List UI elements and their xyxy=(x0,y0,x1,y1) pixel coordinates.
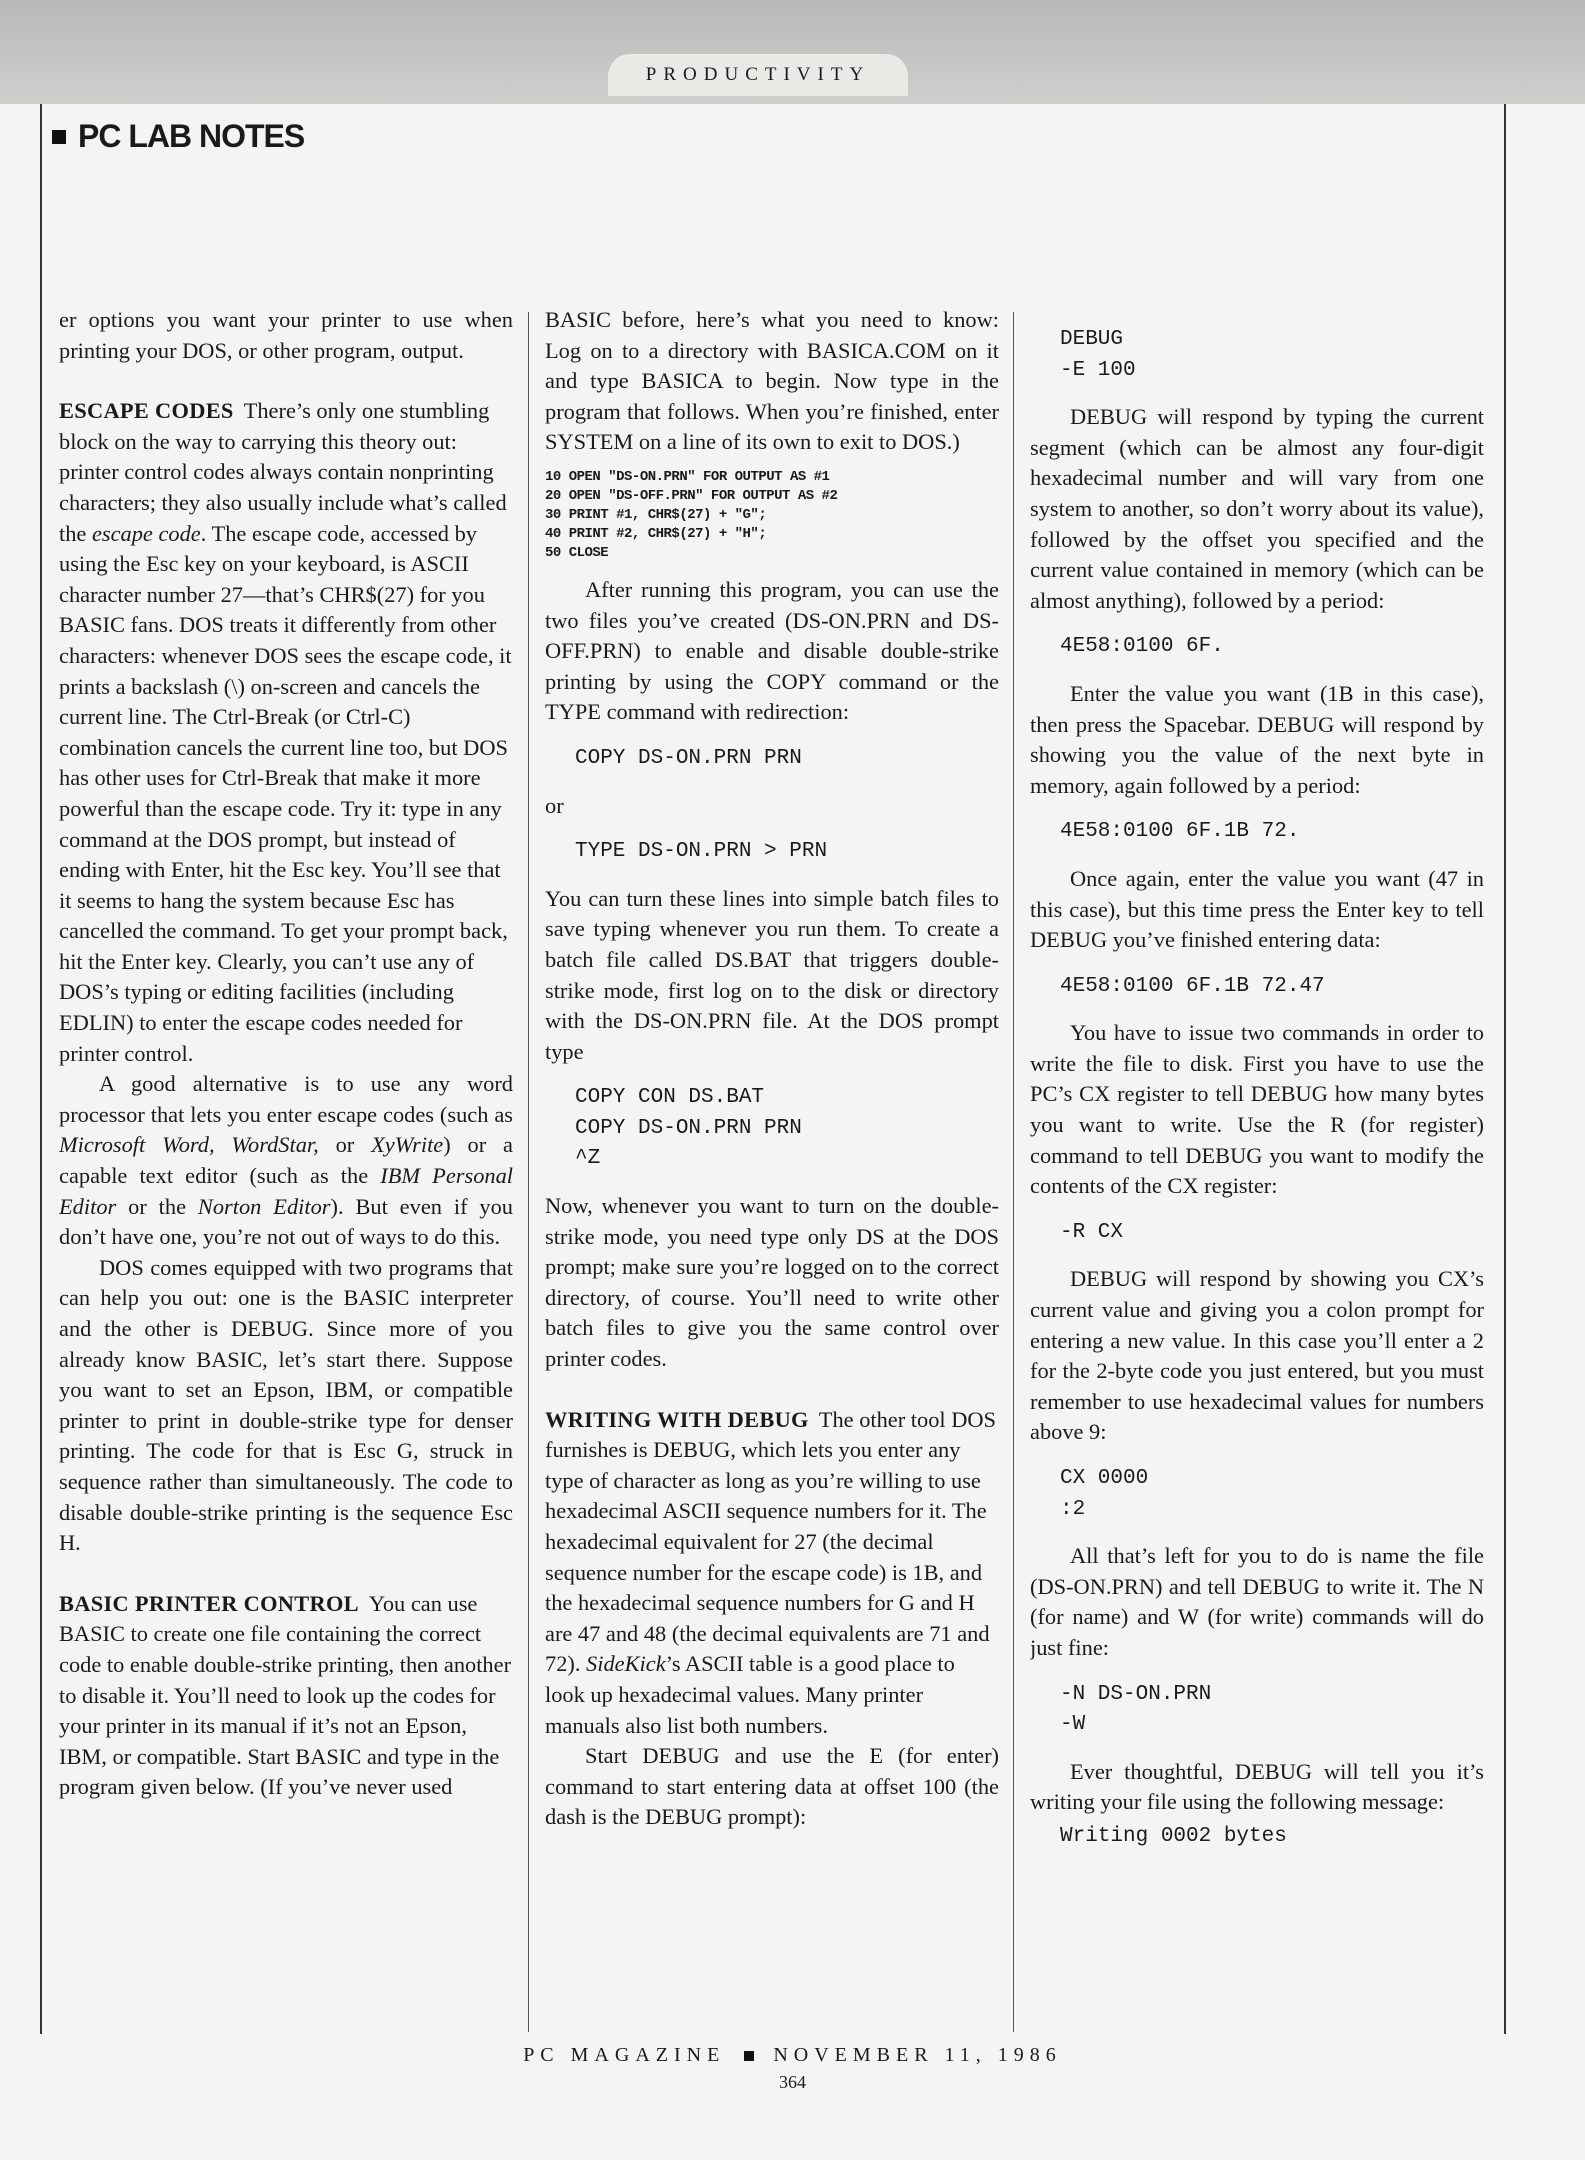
paragraph: er options you want your printer to use when printing your DOS, or other program, output. xyxy=(59,307,513,363)
column-rule xyxy=(528,312,529,2032)
paragraph: Start DEBUG and use the E (for enter) command to start entering data at offset 100 (the dash is the DEBUG prompt): xyxy=(545,1743,999,1830)
subhead-escape-codes: ESCAPE CODES xyxy=(59,398,234,424)
footer xyxy=(0,2044,1585,2067)
paragraph: BASIC before, here’s what you need to know: Log on to a directory with BASICA.COM on it and type BASICA to begin. Now type in the program that follows. When you’re finished, enter SYSTEM on a line of its own to exit to DOS.) xyxy=(545,307,999,455)
paragraph: All that’s left for you to do is name the file (DS-ON.PRN) and tell DEBUG to write it. The N (for name) and W (for write) commands will do just fine: xyxy=(1030,1543,1484,1660)
code-line: -R CX xyxy=(1060,1220,1124,1244)
paragraph: A good alternative is to use any word processor that lets you enter escape codes (such as Microsoft Word, WordStar, or XyWrite) or a capable text editor (such as the IBM Personal Editor or the Norton Editor). But even if you don’t have one, you’re not out of ways to do this. xyxy=(59,1071,513,1250)
paragraph: DEBUG will respond by showing you CX’s current value and giving you a colon prompt for entering a new value. In this case you’ll enter a 2 for the 2-byte code you just entered, but you must remember to use hexadecimal values for numbers above 9: xyxy=(1030,1266,1484,1445)
code-listing: -N DS-ON.PRN -W xyxy=(1060,1682,1212,1737)
column-rule xyxy=(1013,312,1014,2032)
bullet-square-icon xyxy=(52,130,66,144)
paragraph: Once again, enter the value you want (47 in this case), but this time press the Enter key to tell DEBUG you’ve finished entering data: xyxy=(1030,865,1484,953)
paragraph: or xyxy=(545,792,564,818)
paragraph: Now, whenever you want to turn on the double-strike mode, you need type only DS at the DOS prompt; make sure you’re logged on to the correct directory, of course. You’ll need to write other batch files to give you the same control over printer codes. xyxy=(545,1193,999,1372)
page-number: 364 xyxy=(779,2072,806,2092)
column-3 xyxy=(1030,305,1484,2040)
paragraph: After running this program, you can use the two files you’ve created (DS-ON.PRN and DS-OFF.PRN) to enable and disable double-strike printing by using the COPY command or the TYPE command with redirection: xyxy=(545,576,999,725)
code-line: COPY DS-ON.PRN PRN xyxy=(575,746,802,770)
code-listing-basic: 10 OPEN "DS-ON.PRN" FOR OUTPUT AS #1 20 OPEN "DS-OFF.PRN" FOR OUTPUT AS #2 30 PRINT #1, CHR$(27) + "G"; 40 PRINT #2, CHR$(27) + "H"; 50 CLOSE xyxy=(545,468,838,561)
paragraph: DEBUG will respond by typing the current segment (which can be almost any four-digit hexadecimal number and will vary from one system to another, so don’t worry about its value), followed by the offset you specified and the current value contained in memory (which can be almost anything), followed by a period: xyxy=(1030,404,1484,613)
code-line: 4E58:0100 6F.1B 72.47 xyxy=(1060,974,1325,998)
paragraph: Enter the value you want (1B in this case), then press the Spacebar. DEBUG will respond by showing you the value of the next byte in memory, again followed by a period: xyxy=(1030,680,1484,798)
subhead-basic-printer-control: BASIC PRINTER CONTROL xyxy=(59,1590,359,1616)
bullet-square-icon xyxy=(744,2051,754,2061)
section-tag: PRODUCTIVITY xyxy=(608,54,908,96)
code-listing: CX 0000 :2 xyxy=(1060,1467,1149,1521)
code-line: 4E58:0100 6F.1B 72. xyxy=(1060,820,1300,844)
column-title-text: PC LAB NOTES xyxy=(78,118,305,154)
code-listing-batch: COPY CON DS.BAT COPY DS-ON.PRN PRN ^Z xyxy=(575,1086,802,1171)
paragraph: You can turn these lines into simple batch files to save typing whenever you run them. To create a batch file called DS.BAT that triggers double-strike mode, first log on to the disk or directory with the DS-ON.PRN file. At the DOS prompt type xyxy=(545,885,999,1064)
code-listing: DEBUG -E 100 xyxy=(1060,328,1136,382)
code-line: Writing 0002 bytes xyxy=(1060,1824,1287,1848)
code-line: TYPE DS-ON.PRN > PRN xyxy=(575,840,828,864)
column-1: er options you want your printer to use when printing your DOS, or other program, output. ESCAPE CODES There’s only one stumbling block on the way to carrying this theory out: printer control codes always contain nonprinting characters; they also usually include what’s called the escape code. The escape code, accessed by using the Esc key on your keyboard, is ASCII character number 27—that’s CHR$(27) for you BASIC fans. DOS treats it differently from other characters: whenever DOS sees the escape code, it prints a backslash (\) on-screen and cancels the current line. The Ctrl-Break (or Ctrl-C) combination cancels the current line too, but DOS has other uses for Ctrl-Break that make it more powerful than the escape code. Try it: type in any command at the DOS prompt, but instead of ending with Enter, hit the Esc key. You’ll see that it seems to hang the system because Esc has cancelled the command. To get your prompt back, hit the Enter key. Clearly, you can’t use any of DOS’s typing or editing facilities (including EDLIN) to enter the escape codes needed for printer control. A good alternative is to use any word processor that lets you enter escape codes (such as Microsoft Word, WordStar, or XyWrite) or a capable text editor (such as the IBM Personal Editor or the Norton Editor). But even if you don’t have one, you’re not out of ways to do this. DOS comes equipped with two programs that can help you out: one is the BASIC interpreter and the other is DEBUG. Since more of you already know BASIC, let’s start there. Suppose you want to set an Epson, IBM, or compatible printer to print in double-strike type for denser printing. The code for that is Esc G, struck in sequence rather than simultaneously. The code to disable double-strike printing is the sequence Esc H. BASIC PRINTER CONTROL You can use BASIC to create one file containing the correct code to enable double-strike printing, then another to disable it. You’ll need to look up the codes for your printer in its manual if it’s not an Epson, IBM, or compatible. Start BASIC and type in the program given below. (If you’ve never used xyxy=(59,307,513,1800)
code-line: 4E58:0100 6F. xyxy=(1060,635,1224,659)
paragraph: You have to issue two commands in order to write the file to disk. First you have to use the PC’s CX register to tell DEBUG how many bytes you want to write. Use the R (for register) command to tell DEBUG you want to modify the contents of the CX register: xyxy=(1030,1020,1484,1199)
column-title xyxy=(52,118,304,155)
paragraph: DOS comes equipped with two programs that can help you out: one is the BASIC interpreter and the other is DEBUG. Since more of you already know BASIC, let’s start there. Suppose you want to set an Epson, IBM, or compatible printer to print in double-strike type for denser printing. The code for that is Esc G, struck in sequence rather than simultaneously. The code to disable double-strike printing is the sequence Esc H. xyxy=(59,1254,513,1556)
subhead-writing-with-debug: WRITING WITH DEBUG xyxy=(545,1406,809,1432)
footer-magazine: PC MAGAZINE xyxy=(523,2044,726,2066)
column-2: BASIC before, here’s what you need to know: Log on to a directory with BASICA.COM on it and type BASICA to begin. Now type in the program that follows. When you’re finished, enter SYSTEM on a line of its own to exit to DOS.) 10 OPEN "DS-ON.PRN" FOR OUTPUT AS #1 20 OPEN "DS-OFF.PRN" FOR OUTPUT AS #2 30 PRINT #1, CHR$(27) + "G"; 40 PRINT #2, CHR$(27) + "H"; 50 CLOSE After running this program, you can use the two files you’ve created (DS-ON.PRN and DS-OFF.PRN) to enable and disable double-strike printing by using the COPY command or the TYPE command with redirection: COPY DS-ON.PRN PRN or TYPE DS-ON.PRN > PRN You can turn these lines into simple batch files to save typing whenever you run them. To create a batch file called DS.BAT that triggers double-strike mode, first log on to the disk or directory with the DS-ON.PRN file. At the DOS prompt type COPY CON DS.BAT COPY DS-ON.PRN PRN ^Z Now, whenever you want to turn on the double-strike mode, you need type only DS at the DOS prompt; make sure you’re logged on to the correct directory, of course. You’ll need to write other batch files to give you the same control over printer codes. WRITING WITH DEBUG The other tool DOS furnishes is DEBUG, which lets you enter any type of character as long as you’re willing to use hexadecimal ASCII sequence numbers for it. The hexadecimal equivalent for 27 (the decimal sequence number for the escape code) is 1B, and the hexadecimal sequence numbers for G and H are 47 and 48 (the decimal equivalents are 71 and 72). SideKick’s ASCII table is a good place to look up hexadecimal values. Many printer manuals also list both numbers. Start DEBUG and use the E (for enter) command to start entering data at offset 100 (the dash is the DEBUG prompt): xyxy=(545,305,999,2040)
paragraph: Ever thoughtful, DEBUG will tell you it’s writing your file using the following message: xyxy=(1030,1758,1484,1815)
footer-date: NOVEMBER 11, 1986 xyxy=(773,2044,1062,2066)
